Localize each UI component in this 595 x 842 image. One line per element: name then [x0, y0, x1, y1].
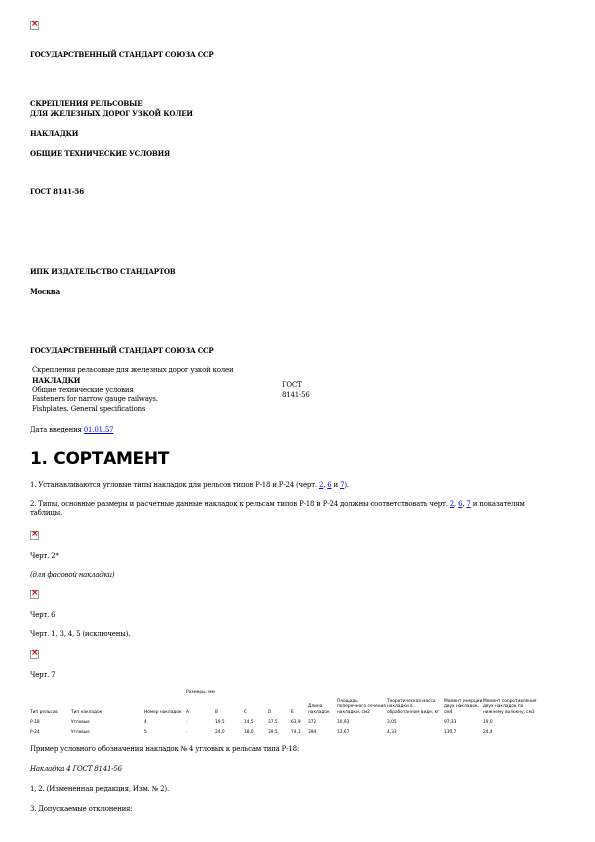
paragraph-1: [30, 481, 349, 490]
cover-standard-line: ГОСУДАРСТВЕННЫЙ СТАНДАРТ СОЮЗА ССР: [30, 50, 214, 59]
paragraph-1-text: 1. Устанавливаются угловые типы накладок для рельсов типов Р-18 и Р-24 (черт.: [30, 481, 319, 489]
cell-e: 63,9: [291, 719, 301, 725]
en-title-2: Fishplates. General specifications: [32, 405, 146, 413]
link-chert-2[interactable]: 2: [318, 481, 324, 489]
example-intro: Пример условного обозначения накладок № 4 угловых к рельсам типа Р-18:: [30, 745, 300, 753]
broken-image-icon: [30, 531, 39, 540]
cell-c: 14,5: [244, 719, 254, 725]
link-chert-6[interactable]: 6: [458, 500, 463, 508]
header-dims-group: Размеры, мм: [186, 690, 215, 695]
chert-7-caption: Черт. 7: [30, 671, 56, 679]
header-d: D: [268, 709, 272, 715]
ru-title-3: Общие технические условия: [32, 386, 134, 394]
cell-type: Угловые: [71, 729, 90, 735]
cover-title-line-1: СКРЕПЛЕНИЯ РЕЛЬСОВЫЕ: [30, 99, 143, 108]
header-standard-line: ГОСУДАРСТВЕННЫЙ СТАНДАРТ СОЮЗА ССР: [30, 346, 214, 355]
cell-b: 19,5: [215, 719, 225, 725]
header-rail-type: Тип рельсов: [30, 709, 58, 715]
link-chert-7[interactable]: 7: [340, 481, 345, 489]
cover-title-line-2: ДЛЯ ЖЕЛЕЗНЫХ ДОРОГ УЗКОЙ КОЛЕИ: [30, 109, 193, 118]
cover-title-line-3: НАКЛАДКИ: [30, 129, 79, 138]
table-row: [30, 715, 545, 725]
header-moment-resist: Момент сопротивления двух накладок по нижнему волокну, см3: [483, 698, 537, 715]
chert-2-caption: Черт. 2*: [30, 552, 59, 560]
paragraph-2: [30, 500, 525, 509]
cell-inertia: 97,33: [444, 719, 457, 725]
ru-title-2: НАКЛАДКИ: [32, 376, 81, 385]
broken-image-icon: [30, 21, 39, 30]
date-link[interactable]: 01.01.57: [83, 426, 114, 434]
paragraph-1-end: ).: [344, 481, 349, 489]
table-header-row: [30, 690, 545, 698]
cell-resist: 19,0: [483, 719, 493, 725]
cell-b: 24,0: [215, 729, 225, 735]
cell-len: 372: [308, 719, 317, 725]
cell-inertia: 130,7: [444, 729, 457, 735]
chert-6-caption: Черт. 6: [30, 611, 56, 619]
paragraph-1-sep: ,: [323, 481, 328, 489]
cell-rail: Р-24: [30, 729, 40, 735]
header-e: E: [291, 709, 294, 715]
header-gost-label: ГОСТ: [282, 381, 302, 389]
cell-d: 37,5: [268, 719, 278, 725]
cell-type: Угловые: [71, 719, 90, 725]
amendment-note: 1, 2. (Измененная редакция, Изм. № 2).: [30, 785, 169, 793]
header-plate-type: Тип накладок: [71, 709, 103, 715]
cell-area: 13,67: [337, 729, 350, 735]
paragraph-2-line-2: таблицы.: [30, 509, 63, 517]
data-table: [30, 690, 545, 735]
header-moment-inertia: Момент инерции двух накладок, см4: [444, 698, 483, 715]
date-label: Дата введения: [30, 426, 82, 434]
link-chert-2[interactable]: 2: [449, 500, 455, 508]
cell-d: 39,5: [268, 729, 278, 735]
introduction-date: [30, 426, 113, 435]
header-area: Площадь поперечного сечения накладки, см2: [337, 698, 386, 715]
paragraph-1-sep: и: [331, 481, 341, 489]
header-length: Длина накладок: [308, 704, 330, 715]
cover-city: Москва: [30, 287, 60, 296]
header-c: C: [244, 709, 248, 715]
cover-gost: ГОСТ 8141-56: [30, 187, 84, 196]
paragraph-2-end: и показателям: [470, 500, 525, 508]
header-number: Номер накладок: [144, 709, 182, 715]
cell-c: 18,0: [244, 729, 254, 735]
cell-num: 5: [144, 729, 147, 735]
cell-rail: Р-18: [30, 719, 40, 725]
paragraph-2-sep: ,: [462, 500, 467, 508]
chert-excluded: Черт. 1, 3, 4, 5 (исключены).: [30, 630, 131, 638]
chert-2-note: (для фасовой накладки): [30, 571, 115, 579]
cell-mass: 4,33: [387, 729, 397, 735]
cell-e: 74,1: [291, 729, 301, 735]
cover-publisher: ИПК ИЗДАТЕЛЬСТВО СТАНДАРТОВ: [30, 267, 176, 276]
example-designation: Накладка 4 ГОСТ 8141-56: [30, 765, 122, 773]
ru-title-1: Скрепления рельсовые для железных дорог узкой колеи: [32, 366, 234, 374]
broken-image-icon: [30, 650, 39, 659]
cell-num: 4: [144, 719, 147, 725]
header-b: B: [215, 709, 218, 715]
broken-image-icon: [30, 590, 39, 599]
header-a: A: [186, 709, 189, 715]
cell-area: 10,93: [337, 719, 350, 725]
en-title-1: Fasteners for narrow gauge railways.: [32, 395, 158, 403]
cover-title-line-4: ОБЩИЕ ТЕХНИЧЕСКИЕ УСЛОВИЯ: [30, 149, 171, 158]
cell-len: 394: [308, 729, 317, 735]
cell-a: -: [186, 719, 188, 725]
link-chert-6[interactable]: 6: [327, 481, 332, 489]
cell-mass: 3,05: [387, 719, 397, 725]
link-chert-7[interactable]: 7: [466, 500, 471, 508]
paragraph-3: 3. Допускаемые отклонения:: [30, 805, 133, 813]
cell-resist: 24,4: [483, 729, 493, 735]
paragraph-2-sep: ,: [454, 500, 459, 508]
section-heading: 1. СОРТАМЕНТ: [30, 449, 170, 469]
header-gost-number: 8141-56: [282, 391, 310, 399]
cell-a: -: [186, 729, 188, 735]
table-row: [30, 725, 545, 735]
header-theor-mass: Теоретическая масса накладки в обработанном виде, кг: [387, 698, 440, 715]
paragraph-2-text: 2. Типы, основные размеры и расчетные данные накладок к рельсам типов Р-18 и Р-24 должны соответствовать черт.: [30, 500, 450, 508]
